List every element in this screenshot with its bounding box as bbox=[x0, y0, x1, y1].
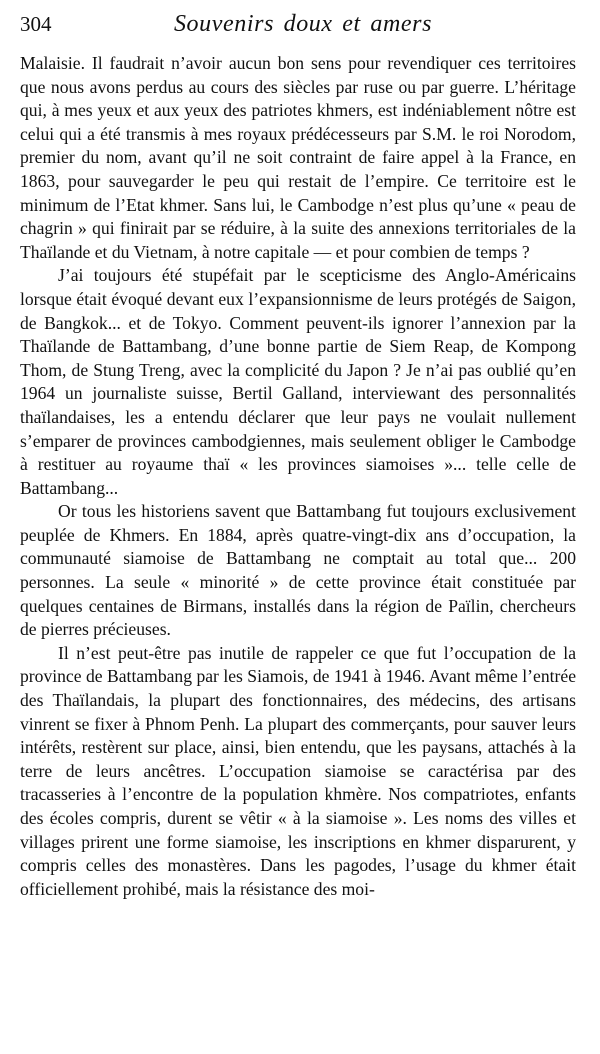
paragraph: Il n’est peut-être pas inutile de rappeler ce que fut l’occupation de la province de Battambang par les Siamois, de 1941 à 1946. Avant même l’entrée des Thaïlandais, la plupart des fonctionnaires, des médecins, des artisans vinrent se fixer à Phnom Penh. La plupart des commerçants, pour sauver leurs intérêts, restèrent sur place, ainsi, bien entendu, que les paysans, attachés à la terre de leurs ancêtres. L’occupation siamoise se caractérisa par des tracasseries à l’encontre de la population khmère. Nos compatriotes, enfants des écoles compris, durent se vêtir « à la siamoise ». Les noms des villes et villages prirent une forme siamoise, les inscriptions en khmer disparurent, y compris celles des monastères. Dans les pagodes, l’usage du khmer était officiellement prohibé, mais la résistance des moi- bbox=[20, 642, 576, 899]
paragraph: J’ai toujours été stupéfait par le scepticisme des Anglo-Américains lorsque était évoqué devant eux l’expansionnisme de leurs protégés de Saigon, de Bangkok... et de Tokyo. Comment peuvent-ils ignorer l’annexion par la Thaïlande de Battambang, d’une bonne partie de Siem Reap, de Kompong Thom, de Stung Treng, avec la complicité du Japon ? Je n’ai pas oublié qu’en 1964 un journaliste suisse, Bertil Galland, interviewant des personnalités thaïlandaises, les a entendu déclarer que leur pays ne voulait nullement s’emparer de provinces cambodgiennes, mais seulement obliger le Cambodge à restituer au royaume thaï « les provinces siamoises »... telle celle de Battambang... bbox=[20, 265, 576, 498]
paragraph: Or tous les historiens savent que Battambang fut toujours exclusivement peuplée de Khmers. En 1884, après quatre-vingt-dix ans d’occupation, la communauté siamoise de Battambang ne comptait au total que... 200 personnes. La seule « minorité » de cette province était constituée par quelques centaines de Birmans, installés dans la région de Païlin, chercheurs de pierres précieuses. bbox=[20, 501, 576, 640]
page-number: 304 bbox=[20, 12, 52, 36]
body-text bbox=[20, 52, 576, 901]
running-title: Souvenirs doux et amers bbox=[173, 11, 433, 37]
running-head bbox=[20, 4, 586, 44]
paragraph-continued: Malaisie. Il faudrait n’avoir aucun bon sens pour revendiquer ces territoires que nous avons perdus au cours des siècles par ruse ou par guerre. L’héritage qui, à mes yeux et aux yeux des patriotes khmers, est indéniablement nôtre est celui qui a été transmis à mes royaux prédécesseurs par S.M. le roi Norodom, premier du nom, avant qu’il ne soit contraint de faire appel à la France, en 1863, pour sauvegarder le peu qui restait de l’empire. Ce territoire est le minimum de l’Etat khmer. Sans lui, le Cambodge n’est plus qu’une « peau de chagrin » qui finirait par se réduire, à la suite des annexions territoriales de la Thaïlande et du Vietnam, à notre capitale — et pour combien de temps ? bbox=[20, 53, 576, 262]
